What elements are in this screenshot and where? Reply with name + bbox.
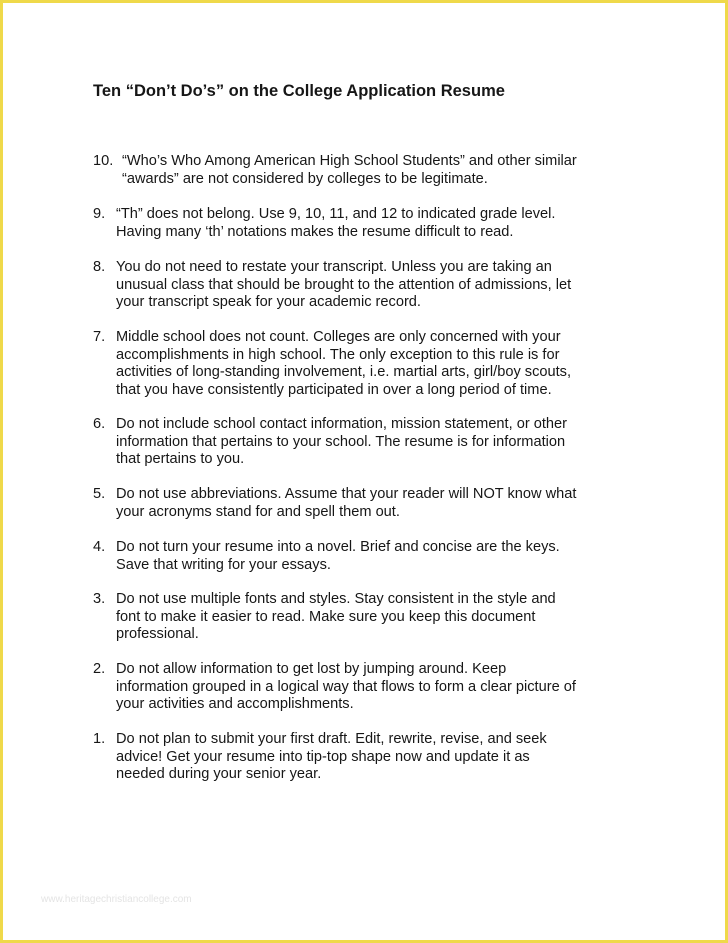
item-number: 5. (93, 486, 106, 502)
item-number: 9. (93, 206, 106, 222)
list-item-2 (93, 661, 673, 714)
item-number: 1. (93, 731, 106, 747)
list-item-9 (93, 206, 673, 241)
list-item-5 (93, 486, 673, 521)
item-text-line: “awards” are not considered by colleges to be legitimate. (122, 170, 488, 187)
item-text-line: that pertains to you. (116, 451, 245, 468)
item-text-line: accomplishments in high school. The only exception to this rule is for (116, 346, 560, 363)
item-text-line: that you have consistently participated in over a long period of time. (116, 382, 552, 399)
item-text-line: Do not plan to submit your first draft. Edit, rewrite, revise, and seek (116, 731, 547, 747)
item-text-line: Do not allow information to get lost by jumping around. Keep (116, 661, 507, 677)
item-text-line: your activities and accomplishments. (116, 696, 354, 713)
list-item-3 (93, 591, 673, 644)
list-item-7 (93, 329, 673, 400)
item-text-line: Having many ‘th’ notations makes the resume difficult to read. (116, 223, 514, 240)
item-text-line: professional. (116, 626, 199, 643)
item-text-line: Do not use multiple fonts and styles. Stay consistent in the style and (116, 591, 556, 607)
item-number: 3. (93, 591, 106, 607)
watermark: www.heritagechristiancollege.com (41, 894, 192, 905)
item-text-line: Do not turn your resume into a novel. Brief and concise are the keys. (116, 539, 560, 555)
list-item-6 (93, 416, 673, 469)
item-number: 6. (93, 416, 106, 432)
item-text-line: activities of long-standing involvement, i.e. martial arts, girl/boy scouts, (116, 364, 572, 381)
item-text-line: information that pertains to your school. The resume is for information (116, 433, 566, 450)
item-number: 7. (93, 329, 106, 345)
item-number: 8. (93, 259, 106, 275)
item-number: 4. (93, 539, 106, 555)
item-text-line: “Th” does not belong. Use 9, 10, 11, and 12 to indicated grade level. (116, 206, 556, 222)
item-text-line: your transcript speak for your academic record. (116, 294, 421, 311)
item-text-line: your acronyms stand for and spell them out. (116, 503, 400, 520)
list-item-8 (93, 259, 673, 312)
item-text-line: Do not use abbreviations. Assume that your reader will NOT know what (116, 486, 577, 502)
document-title: Ten “Don’t Do’s” on the College Application Resume (93, 82, 505, 100)
item-number: 10. (93, 153, 114, 169)
item-text-line: needed during your senior year. (116, 766, 322, 783)
list-item-1 (93, 731, 673, 784)
item-number: 2. (93, 661, 106, 677)
item-text-line: information grouped in a logical way that flows to form a clear picture of (116, 678, 576, 695)
item-text-line: Save that writing for your essays. (116, 556, 331, 573)
item-text-line: advice! Get your resume into tip-top shape now and update it as (116, 748, 530, 765)
item-text-line: Do not include school contact information, mission statement, or other (116, 416, 568, 432)
item-text-line: “Who’s Who Among American High School Students” and other similar (122, 153, 577, 169)
item-text-line: unusual class that should be brought to the attention of admissions, let (116, 276, 572, 293)
list-item-10 (93, 153, 673, 188)
item-text-line: font to make it easier to read. Make sure you keep this document (116, 608, 536, 625)
item-text-line: Middle school does not count. Colleges are only concerned with your (116, 329, 561, 345)
item-text-line: You do not need to restate your transcript. Unless you are taking an (116, 259, 552, 275)
list-item-4 (93, 539, 673, 574)
